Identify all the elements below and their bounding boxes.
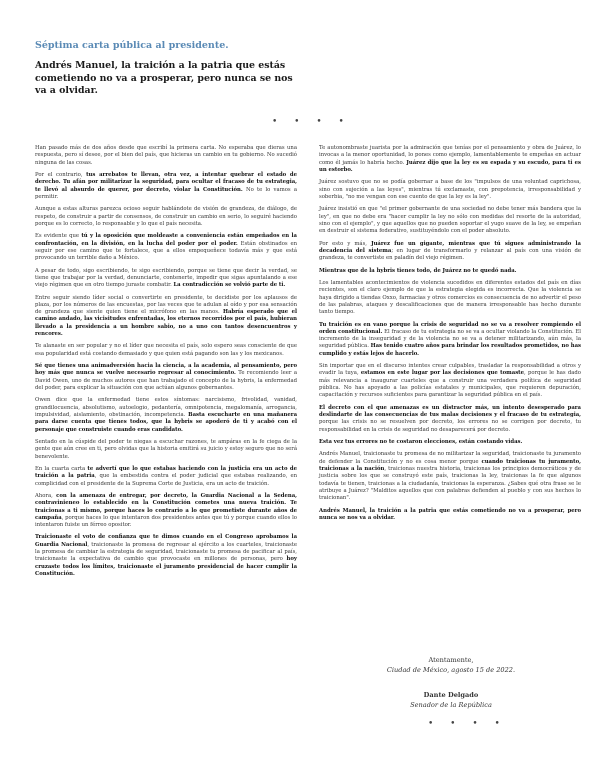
body-text: Owen dice que la enfermedad tiene estos síntomas: narcisismo, frivolidad, vanidad, grandilocuencia, absolutismo, autoelogio, pedantería, omnipotencia, megalomanía, arrogancia, impulsividad, aislamiento, obstinación, incompetencia. [35, 397, 297, 418]
body-text: , traicionaste la promesa de regresar al ejército a los cuarteles, traicionaste la promesa de cambiar la estrategia de seguridad, traicionaste tu promesa de pacificar al país, traicionaste la expectativa de cambio que provocaste en millones de personas, pero [35, 541, 297, 563]
paragraph [319, 439, 581, 446]
bold-text: Juárez fue un gigante, mientras que tú sigues administrando la decadencia del sistema [319, 240, 581, 254]
body-text: Juárez sostuvo que no se podía gobernar a base de los "impulsos de una voluntad caprichosa, sino con sujeción a las leyes", mientras tú exclamaste, con prepotencia, irresponsabilidad y soberbia, "no me vengan con ese cuento de que la ley es la ley". [319, 179, 581, 200]
bold-text: hoy cruzaste todos los límites, traicionaste el juramento presidencial de hacer cumplir la Constitución. [35, 556, 297, 577]
body-text: porque las crisis no se resuelven por decreto, los errores no se corrigen por decreto, tu responsabilidad en la crisis de seguridad no desaparecerá por decreto. [319, 419, 581, 433]
body-text: Andrés Manuel, traicionaste tu promesa de no militarizar la seguridad, traicionaste tu juramento de defender la Constitución y no es cosa menor porque [319, 451, 581, 465]
letter-kicker: Séptima carta pública al presidente. [35, 40, 229, 51]
body-text: , porque le has dado más relevancia a inaugurar cuarteles que a construir una verdadera política de seguridad pública. No has apoyado a las policías estatales y municipales, que requieren depuración, capacitación y recursos suficientes para garantizar la seguridad pública en el país. [319, 370, 581, 399]
body-text: Juárez insistió en que "el primer gobernante de una sociedad no debe tener más bandera que la ley", en que no debe era "hacer cumplir la ley no sólo con medidas del resorte de la autoridad, sino con el ejemplo", y que aquellos que no pueden soportar el yugo suave de la ley, se empeñan en destruir el sistema federativo, sustituyéndolo con el poder absoluto. [319, 206, 581, 235]
bold-text: Habría esperado que el camino andado, las vicisitudes enfrentadas, los eternos recorridos por el país, hubieran llevado a la presidencia a un hombre sabio, no a uno con tantos desencuentros y rencores. [35, 309, 298, 337]
paragraph [35, 534, 297, 578]
paragraph [35, 145, 297, 167]
paragraph [35, 295, 297, 339]
body-text: Te autonombraste juarista por la admiración que tenías por el pensamiento y obra de Juárez, lo invocas a la menor oportunidad, lo pones como ejemplo, lamentablemente te empeñas en actuar como él jamás lo habría hecho. [319, 145, 581, 166]
paragraph [35, 466, 297, 488]
bold-text: tú y la oposición que moldeaste a conveniencia están empeñados en la confrontación, en la división, en la lucha del poder por el poder. [35, 233, 297, 247]
body-text: Sentado en la cúspide del poder te niegas a escuchar razones, te ampáras en la fe ciega de la gente que aún cree en ti, pero olvidas que la historia emitirá su juicio y estoy seguro que no será benevolente. [35, 438, 297, 460]
paragraph [319, 280, 581, 316]
paragraph [319, 508, 581, 523]
bold-text: Has tenido cuatro años para brindar los resultados prometidos, no has cumplido y estás lejos de hacerlo. [319, 343, 582, 357]
bold-text: Esta vez tus errores no te costaron elecciones, están costando vidas. [319, 438, 523, 445]
letter-headline: Andrés Manuel, la traición a la patria que estás cometiendo no va a prosperar, pero nunca se nos va a olvidar. [35, 60, 293, 97]
bold-text: te advertí que lo que estabas haciendo con la justicia era un acto de traición a la patria [35, 465, 297, 480]
signature-name: Dante Delgado [423, 691, 479, 699]
bold-text: Traicionaste el voto de confianza que te dimos cuando en el Congreso aprobamos la Guardia Nacional [35, 534, 297, 548]
body-text: Los lamentables acontecimientos de violencia sucedidos en diferentes estados del país en días recientes, son el claro ejemplo de que la estrategia elegida es incorrecta. Que la violencia se haya dirigido a tiendas Oxxo, farmacias y otros comercios es consecuencia de no advertir el peso de las palabras, ataques y descalificaciones que de manera irresponsable has hecho durante tanto tiempo. [319, 279, 581, 316]
paragraph [319, 451, 581, 502]
bold-text: con la amenaza de entregar, por decreto, la Guardia Nacional a la Sedena, contravinieneo lo establecido en la Constitución cometes una nueva traición. Te traicionas a ti mismo, porque haces lo contrario a lo que prometiste durante años de campaña [35, 492, 298, 521]
paragraph [319, 322, 581, 358]
separator-stars-bottom: • • • • [428, 719, 507, 729]
body-text: Te alanaste en ser popular y no el líder que necesita el país, solo espero seas consciente de que esa popularidad está costando demasiado y que quien está pagando son las y los mexicanos. [35, 343, 297, 357]
body-text: Aunque a estas alturas parezca ocioso seguir hablándote de visión de grandeza, de diálogo, de respeto, de construir a partir de consensos, de construir un cambio en serio, lo seguiré haciendo porque es lo correcto, lo responsable y lo que el país necesita. [35, 206, 297, 227]
paragraph [35, 268, 297, 290]
body-text: Te recomiendo leer a David Owen, uno de muchos autores que han trabajado el concepto de la hybris, la enfermedad del poder, para explicar la situación con que actúan algunos gobernantes. [35, 370, 298, 391]
paragraph [319, 268, 581, 275]
paragraph [319, 405, 581, 434]
left-column [35, 145, 297, 583]
paragraph [319, 179, 581, 201]
body-text: Es evidente que [35, 233, 82, 240]
signature-place-date: Ciudad de México, agosto 15 de 2022. [386, 666, 516, 674]
bold-text: tus arrebatos te llevan, otra vez, a intentar quebrar el estado de derecho. Tu afán por militarizar la seguridad, para ocultar el fracaso de tu estrategia, te llevó al absurdo de querer, por decreto, violar la Constitución. [35, 171, 297, 193]
bold-text: Juárez dijo que la ley es su espada y su escudo, para ti es un estorbo. [319, 159, 581, 173]
paragraph [319, 241, 581, 263]
paragraph [35, 172, 297, 201]
signature-closing: Atentamente, [428, 656, 474, 664]
paragraph [319, 206, 581, 235]
bold-text: Sé que tienes una animadversión hacia la ciencia, a la academia, al pensamiento, pero hoy más que nunca se vuelve necesario regresar al conocimiento. [35, 363, 297, 377]
paragraph [35, 493, 297, 529]
bold-text: cuando traicionas tu juramento, traicionas a la nación [319, 458, 581, 472]
paragraph [35, 206, 297, 228]
separator-stars-top: • • • • [272, 117, 351, 127]
bold-text: estamos en este lugar por las decisiones que tomaste [360, 370, 524, 377]
bold-text: Basta escucharte en una mañanera para darse cuenta que tienes todos, que la hybris se apoderó de ti y acabó con el personaje que construiste cuando eras candidato. [35, 411, 298, 433]
body-text: , que la embestida contra el poder judicial que estabas realizando, en complicidad con el presidente de la Suprema Corte de Justicia, era un acto de traición. [35, 473, 297, 487]
paragraph [319, 145, 581, 174]
paragraph [35, 397, 297, 433]
right-column [319, 145, 581, 527]
bold-text: Tu traición es en vano porque la crisis de seguridad no se va a resolver rompiendo el orden constitucional. [319, 321, 581, 335]
bold-text: La contradicción se volvió parte de ti. [173, 282, 286, 289]
body-text: En la cuarta carta [35, 465, 88, 472]
body-text: Sin importar que en el discurso intentes crear culpables, trasladar la responsabilidad a otros y evadir la tuya, [319, 363, 581, 377]
body-text: Por el contrario, [35, 171, 87, 178]
paragraph [35, 343, 297, 358]
bold-text: Andrés Manuel, la traición a la patria que estás cometiendo no va a prosperar, pero nunca se nos va a olvidar. [319, 507, 581, 521]
paragraph [319, 363, 581, 399]
body-text: A pesar de todo, sigo escribiendo, te sigo escribiendo, porque se tiene que decir la verdad, se tiene que trabajar por la verdad, denunciarte, contenerte, impedir que sigas apuntalando a ese viejo régimen que en otro tiempo juraste combatir. [35, 267, 297, 289]
paragraph [35, 363, 297, 392]
body-text: Han pasado más de dos años desde que escribí la primera carta. No esperaba que dieras una respuesta, pero sí desee, por el bien del país, que hicieras un cambio en tu gobierno. No sucedió ninguna de las cosas. [35, 145, 297, 166]
paragraph [35, 233, 297, 262]
signature-title: Senador de la República [410, 701, 492, 709]
body-text: Ahora, [35, 492, 57, 499]
bold-text: El decreto con el que amenazas es un distractor más, un intento desesperado para deslindarte de las consecuencias de tus malas decisiones y el fracaso de tu estrategia, [319, 404, 581, 418]
body-text: , traicionas nuestra historia, traicionas los principios democráticos y de justicia sobre los que se construyó este país, traicionas la ley, traicionas la fe que algunos todavía te tienen, traicionas a la ciudadanía, traicionas la esperanza. ¿Sabes qué otra frase se le atribuye a Juárez? "Malditos aquellos que con palabras defienden al pueblo y con sus hechos lo traicionan". [319, 465, 582, 502]
body-text: No te lo vamos a permitir. [35, 186, 297, 200]
body-text: Por esto y más, [319, 240, 372, 247]
body-text: Están obstinados en seguir por ese camino que te fortalece, que a ellos empequeñece todavía más y que está provocando un terrible daño a México. [35, 240, 298, 262]
body-text: ; en lugar de transformarlo y relanzar al país con una visión de grandeza, te convertiste en paladín del viejo régimen. [319, 247, 581, 262]
body-text: , porque haces lo que intentaron dos presidentes antes que tú y porque cuando ellos lo intentaron fuiste un férreo opositor. [35, 514, 297, 529]
body-text: El fracaso de tu estrategia no se va a ocultar violando la Constitución. El incremento de la inseguridad y de la violencia no se va a detener militarizando, aún más, la seguridad pública. [319, 328, 581, 350]
paragraph [35, 439, 297, 461]
body-text: Entre seguir siendo líder social o convertirte en presidente, te decidiste por los aplausos de plaza, por los números de las encuestas, por las veces que te adulan al oído y por esa sensación de grandeza que siente quien tiene el micrófono en las manos. [35, 294, 297, 316]
bold-text: Mientras que de la hybris tienes todo, de Juárez no te quedó nada. [319, 267, 517, 274]
